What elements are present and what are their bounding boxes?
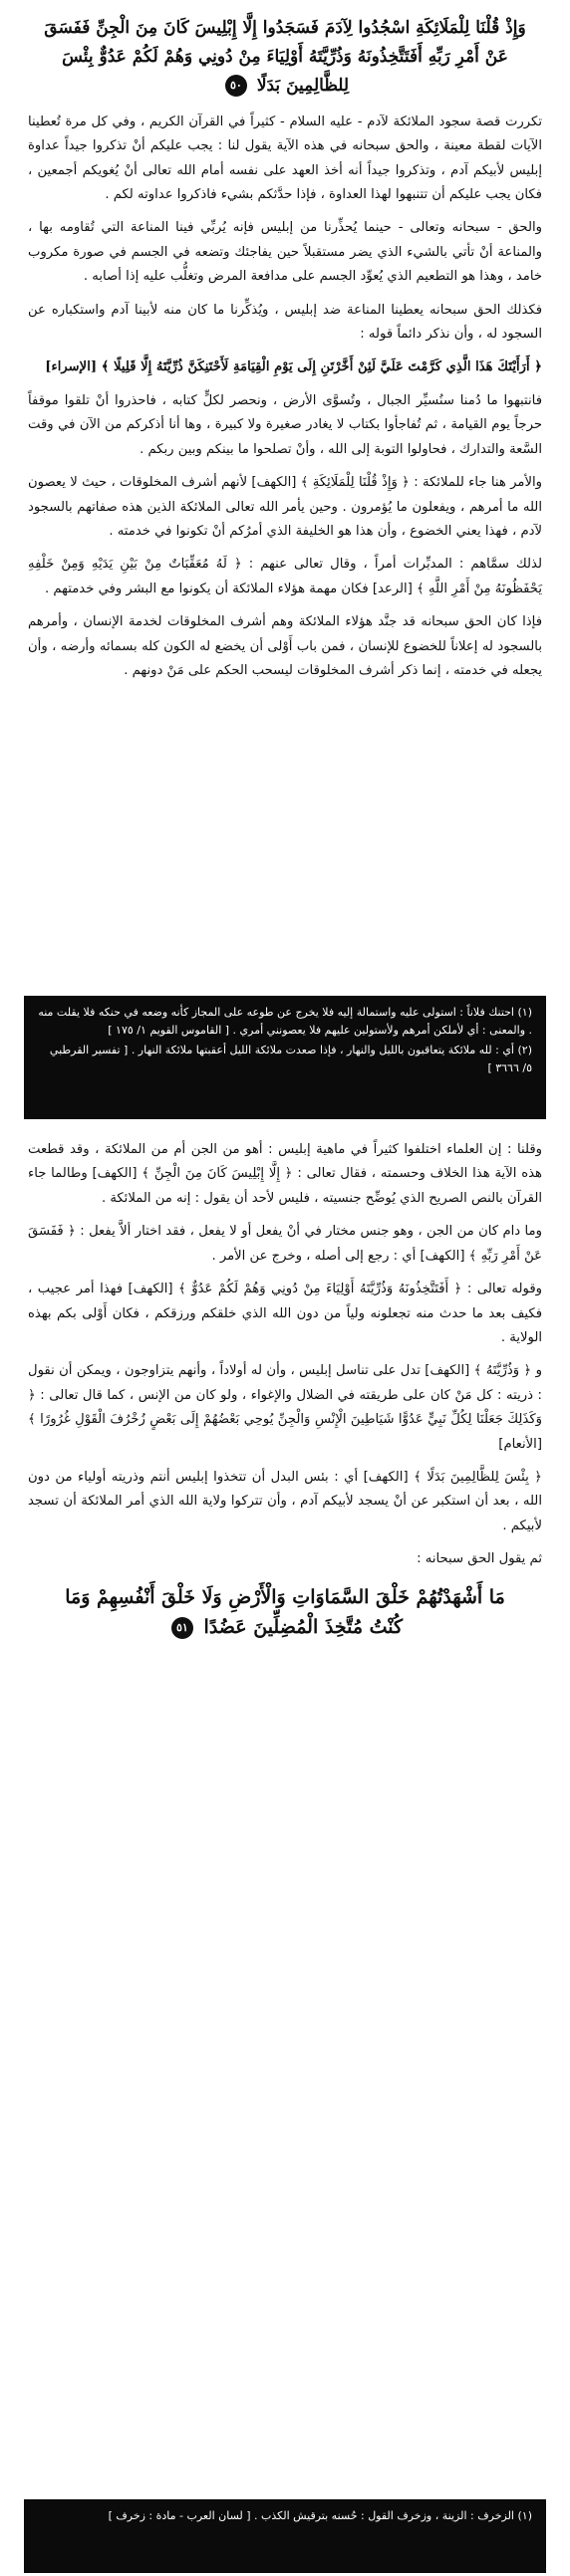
footnote: (١) احتنك فلاناً : استولى عليه واستمالة إليه فلا يخرج عن طوعه على المجاز كأنه وضعه في حنكه فلا يقلت منه . والمعنى : أي لأملكن أمرهم ولأستولين عليهم فلا يعصونني أمري . [ القاموس القويم ١/ ١٧٥ ] <box>38 1006 532 1037</box>
paragraph: تكررت قصة سجود الملائكة لآدم - عليه السلام - كثيراً في القرآن الكريم ، وفي كل مرة تُعطينا الآيات لقطة معينة ، والحق سبحانه في هذه الآية يقول لنا : يجب عليكم أنْ تذكروا جيداً عداوة إبليس لأبيكم آدم ، وتذكروا جيداً أنه أخذ العهد على نفسه أمام الله تعالى أنْ يُغويكم أجمعين ، فكان يجب عليكم أن تتنبهوا لهذا العداوة ، فإذا حدَّثكم بشيء فاذكروا عداوته لكم . <box>28 114 542 202</box>
page-two <box>0 1120 570 2576</box>
header-verse-text: وَإِذْ قُلْنَا لِلْمَلَائِكَةِ اسْجُدُوا لِآدَمَ فَسَجَدُوا إِلَّا إِبْلِيسَ كَانَ مِنَ الْجِنِّ فَفَسَقَ عَنْ أَمْرِ رَبِّهِ أَفَتَتَّخِذُونَهُ وَذُرِّيَّتَهُ أَوْلِيَاءَ مِنْ دُونِي وَهُمْ لَكُمْ عَدُوٌّ بِئْسَ لِلظَّالِمِينَ بَدَلًا <box>44 18 526 96</box>
footnotes-box <box>24 2499 546 2573</box>
commentary-body <box>28 111 542 684</box>
paragraph: والأمر هنا جاء للملائكة : ﴿ وَإِذْ قُلْنَا لِلْمَلَائِكَةِ ﴾ [الكهف] لأنهم أشرف المخلوقات ، حيث لا يعصون الله ما أمرهم ، ويفعلون ما يُؤمرون . وحين يأمر الله تعالى الملائكة الذين هذه صفاتهم بالسجود لآدم ، فهذا يعني الخضوع ، وأن هذا هو الخليفة الذي أمرُكم أنْ تكونوا في خدمته . <box>28 475 542 539</box>
paragraph: ﴿ بِئْسَ لِلظَّالِمِينَ بَدَلًا ﴾ [الكهف] أي : بئس البدل أن تتخذوا إبليس أنتم وذريته أولياء من دون الله ، بعد أن استكبر عن أنْ يسجد لأبيكم آدم ، وأن تتركوا ولاية الله الذي أمر الملائكة أن تسجد لأبيكم . <box>28 1470 542 1533</box>
verse-number-marker: ٥١ <box>171 1617 193 1639</box>
footnote: (٢) أي : لله ملائكة يتعاقبون بالليل والنهار ، فإذا صعدت ملائكة الليل أعقبتها ملائكة النهار . [ تفسير القرطبي ٥/ ٣٦٦٦ ] <box>49 1044 532 1074</box>
paragraph: والحق - سبحانه وتعالى - حينما يُحذِّرنا من إبليس فإنه يُربِّي فينا المناعة التي تُقاومه بها ، والمناعة أنْ تأتي بالشيء الذي يضر مستقبلاً حين يفاجئك وتضعه في الجسم في صورة مكروب خامد ، وهذا هو التطعيم الذي يُعوِّد الجسم على مدافعة المرض وتغلُّب عليه إذا أصابه . <box>28 220 542 285</box>
commentary-body <box>28 1138 542 1572</box>
verse-number-marker: ٥٠ <box>225 75 247 97</box>
header-verse <box>44 14 526 101</box>
footnotes-box <box>24 996 546 1119</box>
paragraph: فإذا كان الحق سبحانه قد جنَّد هؤلاء الملائكة وهم أشرف المخلوقات لخدمة الإنسان ، وأمرهم بالسجود له إعلاناً للخضوع للإنسان ، فمن باب أَوْلى أن يخضع له الكون كله بسمائه وأرضه ، وأن يجعله في خدمته ، إنما ذكر أشرف المخلوقات ليسحب الحكم على مَنْ دونهم . <box>28 614 542 679</box>
paragraph: فانتبهوا ما دُمنا سنُسيِّر الجبال ، وتُسوَّى الأرض ، ونحصر لكلٍّ كتابه ، فاحذروا أنْ تلقوا موقفاً حرجاً يوم القيامة ، ثم تُفاجأوا بكتاب لا يغادر صغيرة ولا كبيرة ، وها أنا أذكركم من الآن في وقت السَّعة والتدارك ، فحاولوا التوبة إلى الله ، وأنْ تصلحوا ما بينكم وبين ربكم . <box>28 392 542 457</box>
paragraph: وقلنا : إن العلماء اختلفوا كثيراً في ماهية إبليس : أهو من الجن أم من الملائكة ، وقد قطعت هذه الآية هذا الخلاف وحسمته ، فقال تعالى : ﴿ إِلَّا إِبْلِيسَ كَانَ مِنَ الْجِنِّ ﴾ [الكهف] وطالما جاء القرآن بالنص الصريح الذي يُوضِّح جنسيته ، فليس لأحد أن يقول : إنه من الملائكة . <box>28 1142 542 1206</box>
page-one <box>0 0 570 1120</box>
closing-verse <box>50 1582 520 1643</box>
paragraph: لذلك سمَّاهم : المدبِّرات أمراً ، وقال تعالى عنهم : ﴿ لَهُ مُعَقِّبَاتٌ مِنْ بَيْنِ يَدَيْهِ وَمِنْ خَلْفِهِ يَحْفَظُونَهُ مِنْ أَمْرِ اللَّهِ ﴾ [الرعد] فكان مهمة هؤلاء الملائكة أن يكونوا مع البشر وفي خدمتهم . <box>28 557 542 596</box>
quran-quote: ﴿ أَرَأَيْتَكَ هَذَا الَّذِي كَرَّمْتَ عَلَيَّ لَئِنْ أَخَّرْتَنِ إِلَى يَوْمِ الْقِيَامَةِ لَأَحْتَنِكَنَّ ذُرِّيَّتَهُ إِلَّا قَلِيلًا ﴾ [الإسراء] <box>45 359 542 375</box>
paragraph: وقوله تعالى : ﴿ أَفَتَتَّخِذُونَهُ وَذُرِّيَّتَهُ أَوْلِيَاءَ مِنْ دُونِي وَهُمْ لَكُمْ عَدُوٌّ ﴾ [الكهف] فهذا أمر عجيب ، فكيف بعد ما حدث منه تجعلونه ولياً من دون الله الذي خلقكم ورزقكم ، فكان أَوْلى بكم بهذه الولاية . <box>28 1282 542 1345</box>
paragraph: ثم يقول الحق سبحانه : <box>417 1551 542 1567</box>
paragraph: وما دام كان من الجن ، وهو جنس مختار في أنْ يفعل أو لا يفعل ، فقد اختار ألاَّ يفعل : ﴿ فَفَسَقَ عَنْ أَمْرِ رَبِّهِ ﴾ [الكهف] أي : رجع إلى أصله ، وخرج عن الأمر . <box>28 1224 542 1264</box>
closing-verse-text: مَا أَشْهَدْتُهُمْ خَلْقَ السَّمَاوَاتِ وَالْأَرْضِ وَلَا خَلْقَ أَنْفُسِهِمْ وَمَا كُنْتُ مُتَّخِذَ الْمُضِلِّينَ عَضُدًا <box>65 1585 505 1639</box>
footnote: (١) الزخرف : الزينة ، وزخرف القول : حُسنه بترقيش الكذب . [ لسان العرب - مادة : زخرف ] <box>108 2509 532 2522</box>
paragraph: فكذلك الحق سبحانه يعطينا المناعة ضد إبليس ، ويُذكِّرنا ما كان منه لأبينا آدم واستكباره عن السجود له ، وأن نذكر دائماً قوله : <box>28 302 542 343</box>
paragraph: و ﴿ وَذُرِّيَّتَهُ ﴾ [الكهف] تدل على تناسل إبليس ، وأن له أولاداً ، وأنهم يتزاوجون ، ويمكن أن نقول : ذريته : كل مَنْ كان على طريقته في الضلال والإغواء ، ولو كان من الإنس ، كما قال تعالى : ﴿ وَكَذَلِكَ جَعَلْنَا لِكُلِّ نَبِيٍّ عَدُوًّا شَيَاطِينَ الْإِنْسِ وَالْجِنِّ يُوحِي بَعْضُهُمْ إِلَى بَعْضٍ زُخْرُفَ الْقَوْلِ غُرُورًا ﴾ [الأنعام] <box>28 1363 542 1452</box>
